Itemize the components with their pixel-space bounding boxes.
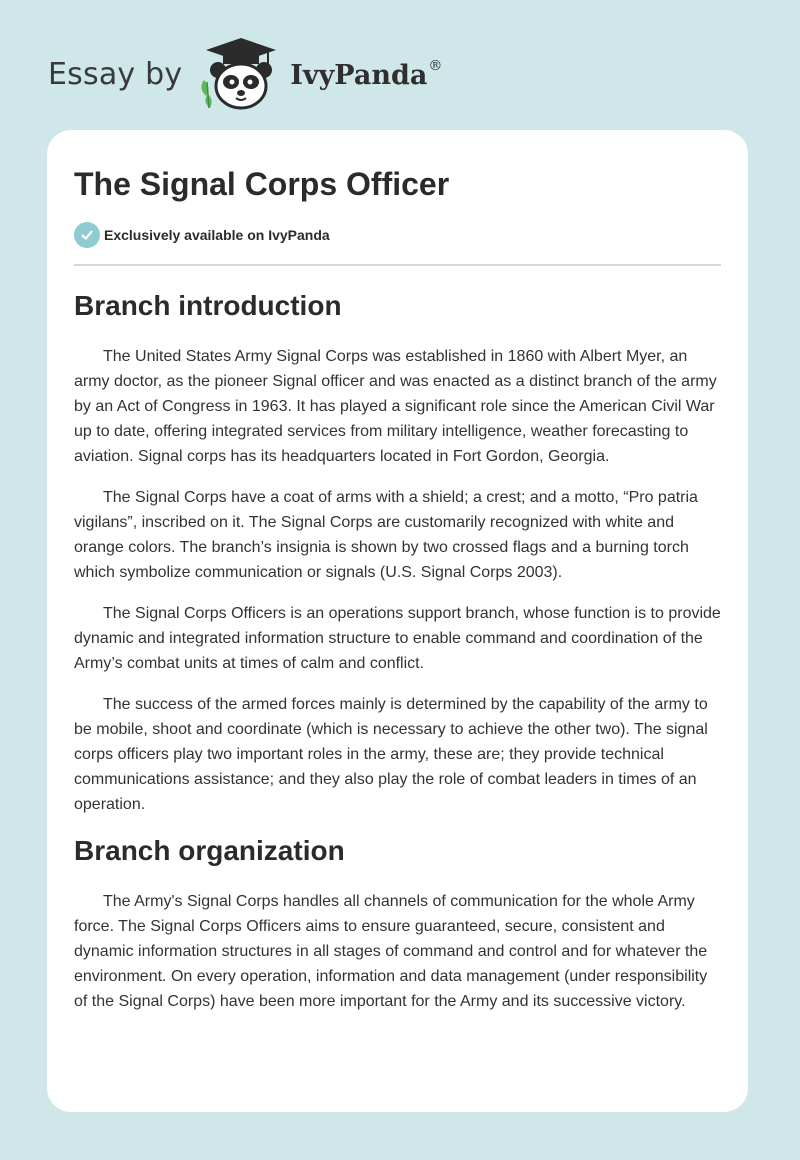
section-branch-organization	[74, 833, 721, 1014]
page-title: The Signal Corps Officer	[74, 166, 450, 202]
brand-name[interactable]	[290, 58, 442, 91]
check-circle-icon	[74, 222, 100, 248]
panda-logo-icon[interactable]	[196, 36, 286, 112]
paragraph: The United States Army Signal Corps was established in 1860 with Albert Myer, an army doctor, as the pioneer Signal officer and was enacted as a distinct branch of the army by an Act of Congress in 1963. It has played a significant role since the American Civil War up to date, offering integrated services from military intelligence, weather forecasting to aviation. Signal corps has its headquarters located in Fort Gordon, Georgia.	[74, 348, 717, 465]
divider	[74, 264, 721, 266]
site-header	[48, 36, 442, 112]
section-branch-introduction	[74, 288, 721, 817]
brand-text: IvyPanda	[290, 59, 428, 91]
exclusive-badge	[74, 222, 721, 248]
badge-text: Exclusively available on IvyPanda	[104, 227, 330, 243]
essay-by-label: Essay by	[48, 56, 183, 92]
registered-mark: ®	[428, 57, 443, 74]
paragraph: The Signal Corps Officers is an operations support branch, whose function is to provide dynamic and integrated information structure to enable command and coordination of the Army’s combat units at times of calm and conflict.	[74, 605, 721, 672]
section-heading: Branch organization	[74, 835, 345, 866]
section-heading: Branch introduction	[74, 290, 342, 321]
paragraph: The success of the armed forces mainly is determined by the capability of the army to be mobile, shoot and coordinate (which is necessary to achieve the other two). The signal corps officers play two important roles in the army, these are; they provide technical communications assistance; and they also play the role of combat leaders in times of an operation.	[74, 696, 708, 813]
paragraph: The Army's Signal Corps handles all channels of communication for the whole Army force. The Signal Corps Officers aims to ensure guaranteed, secure, consistent and dynamic information structures in all stages of command and control and for whatever the environment. On every operation, information and data management (under responsibility of the Signal Corps) have been more important for the Army and its successive victory.	[74, 893, 708, 1010]
paragraph: The Signal Corps have a coat of arms with a shield; a crest; and a motto, “Pro patria vigilans”, inscribed on it. The Signal Corps are customarily recognized with white and orange colors. The branch’s insignia is shown by two crossed flags and a burning torch which symbolize communication or signals (U.S. Signal Corps 2003).	[74, 489, 698, 581]
essay-card	[47, 130, 748, 1112]
